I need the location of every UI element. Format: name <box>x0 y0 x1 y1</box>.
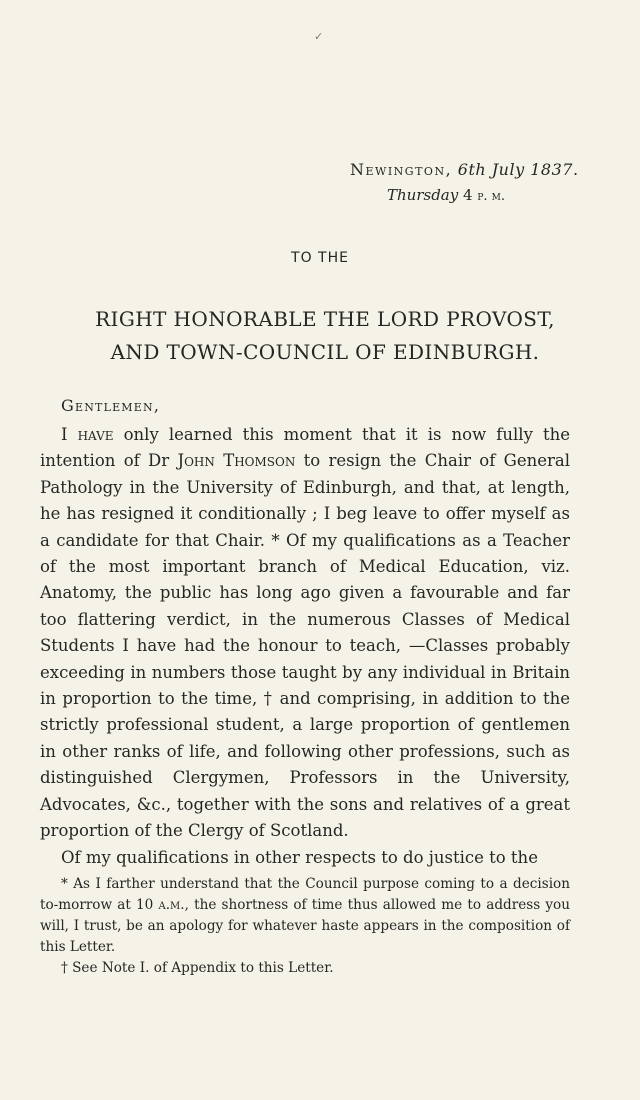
dateline <box>350 160 579 179</box>
corner-check-mark: ✓ <box>314 30 324 43</box>
addressee-line-2: AND TOWN-COUNCIL OF EDINBURGH. <box>110 340 540 364</box>
footnote-2: † See Note I. of Appendix to this Letter. <box>61 960 334 976</box>
to-the-heading: TO THE <box>291 250 349 266</box>
paragraph-2: Of my qualifications in other respects to do justice to the <box>61 847 538 867</box>
salutation: Gentlemen, <box>61 396 161 415</box>
ampm: p. m. <box>477 189 505 204</box>
place: Newington, <box>350 160 453 179</box>
hour: 4 <box>463 186 473 204</box>
opening-words: I have <box>61 425 114 444</box>
paragraph-1-part-b: to resign the Chair of General Pathology in the University of Edinburgh, and that, at length, he has resigned it conditionally ; I beg leave to offer myself as a candidate for that Chair. * Of my qualifications as a Teacher of the most important branch of Medical Education, viz. Anatomy, the public has long ago given a favourable and far too flattering verdict, in the numerous Classes of Medical Students I have had the honour to teach, —Classes probably exceeding in numbers those taught by any individual in Britain in proportion to the time, † and comprising, in addition to the strictly professional student, a large proportion of gentlemen in other ranks of life, and following other professions, such as distinguished Clergymen, Professors in the University, Advocates, &c., together with the sons and relatives of a great proportion of the Clergy of Scotland. <box>40 451 570 841</box>
date: 6th July 1837. <box>457 160 579 179</box>
footnote-1 <box>40 874 570 958</box>
footnote-1-am: a.m. <box>158 897 185 913</box>
paragraph-1-part-a: only learned this moment that it is now fully the intention of Dr <box>40 425 570 471</box>
footnote-1-part-b: , the shortness of time thus allowed me to address you will, I trust, be an apology for whatever haste appears in the composition of this Letter. <box>40 897 570 955</box>
letter-body <box>40 422 570 871</box>
footnote-1-part-a: * As I farther understand that the Council purpose coming to a decision to-morrow at 10 <box>40 876 570 913</box>
addressee-line-1: RIGHT HONORABLE THE LORD PROVOST, <box>95 307 555 331</box>
time-line <box>387 186 505 204</box>
paragraph-1 <box>40 422 570 845</box>
person-name: John Thomson <box>177 451 296 471</box>
addressee-block <box>60 303 590 369</box>
weekday: Thursday <box>387 186 459 204</box>
footnotes <box>40 874 570 979</box>
